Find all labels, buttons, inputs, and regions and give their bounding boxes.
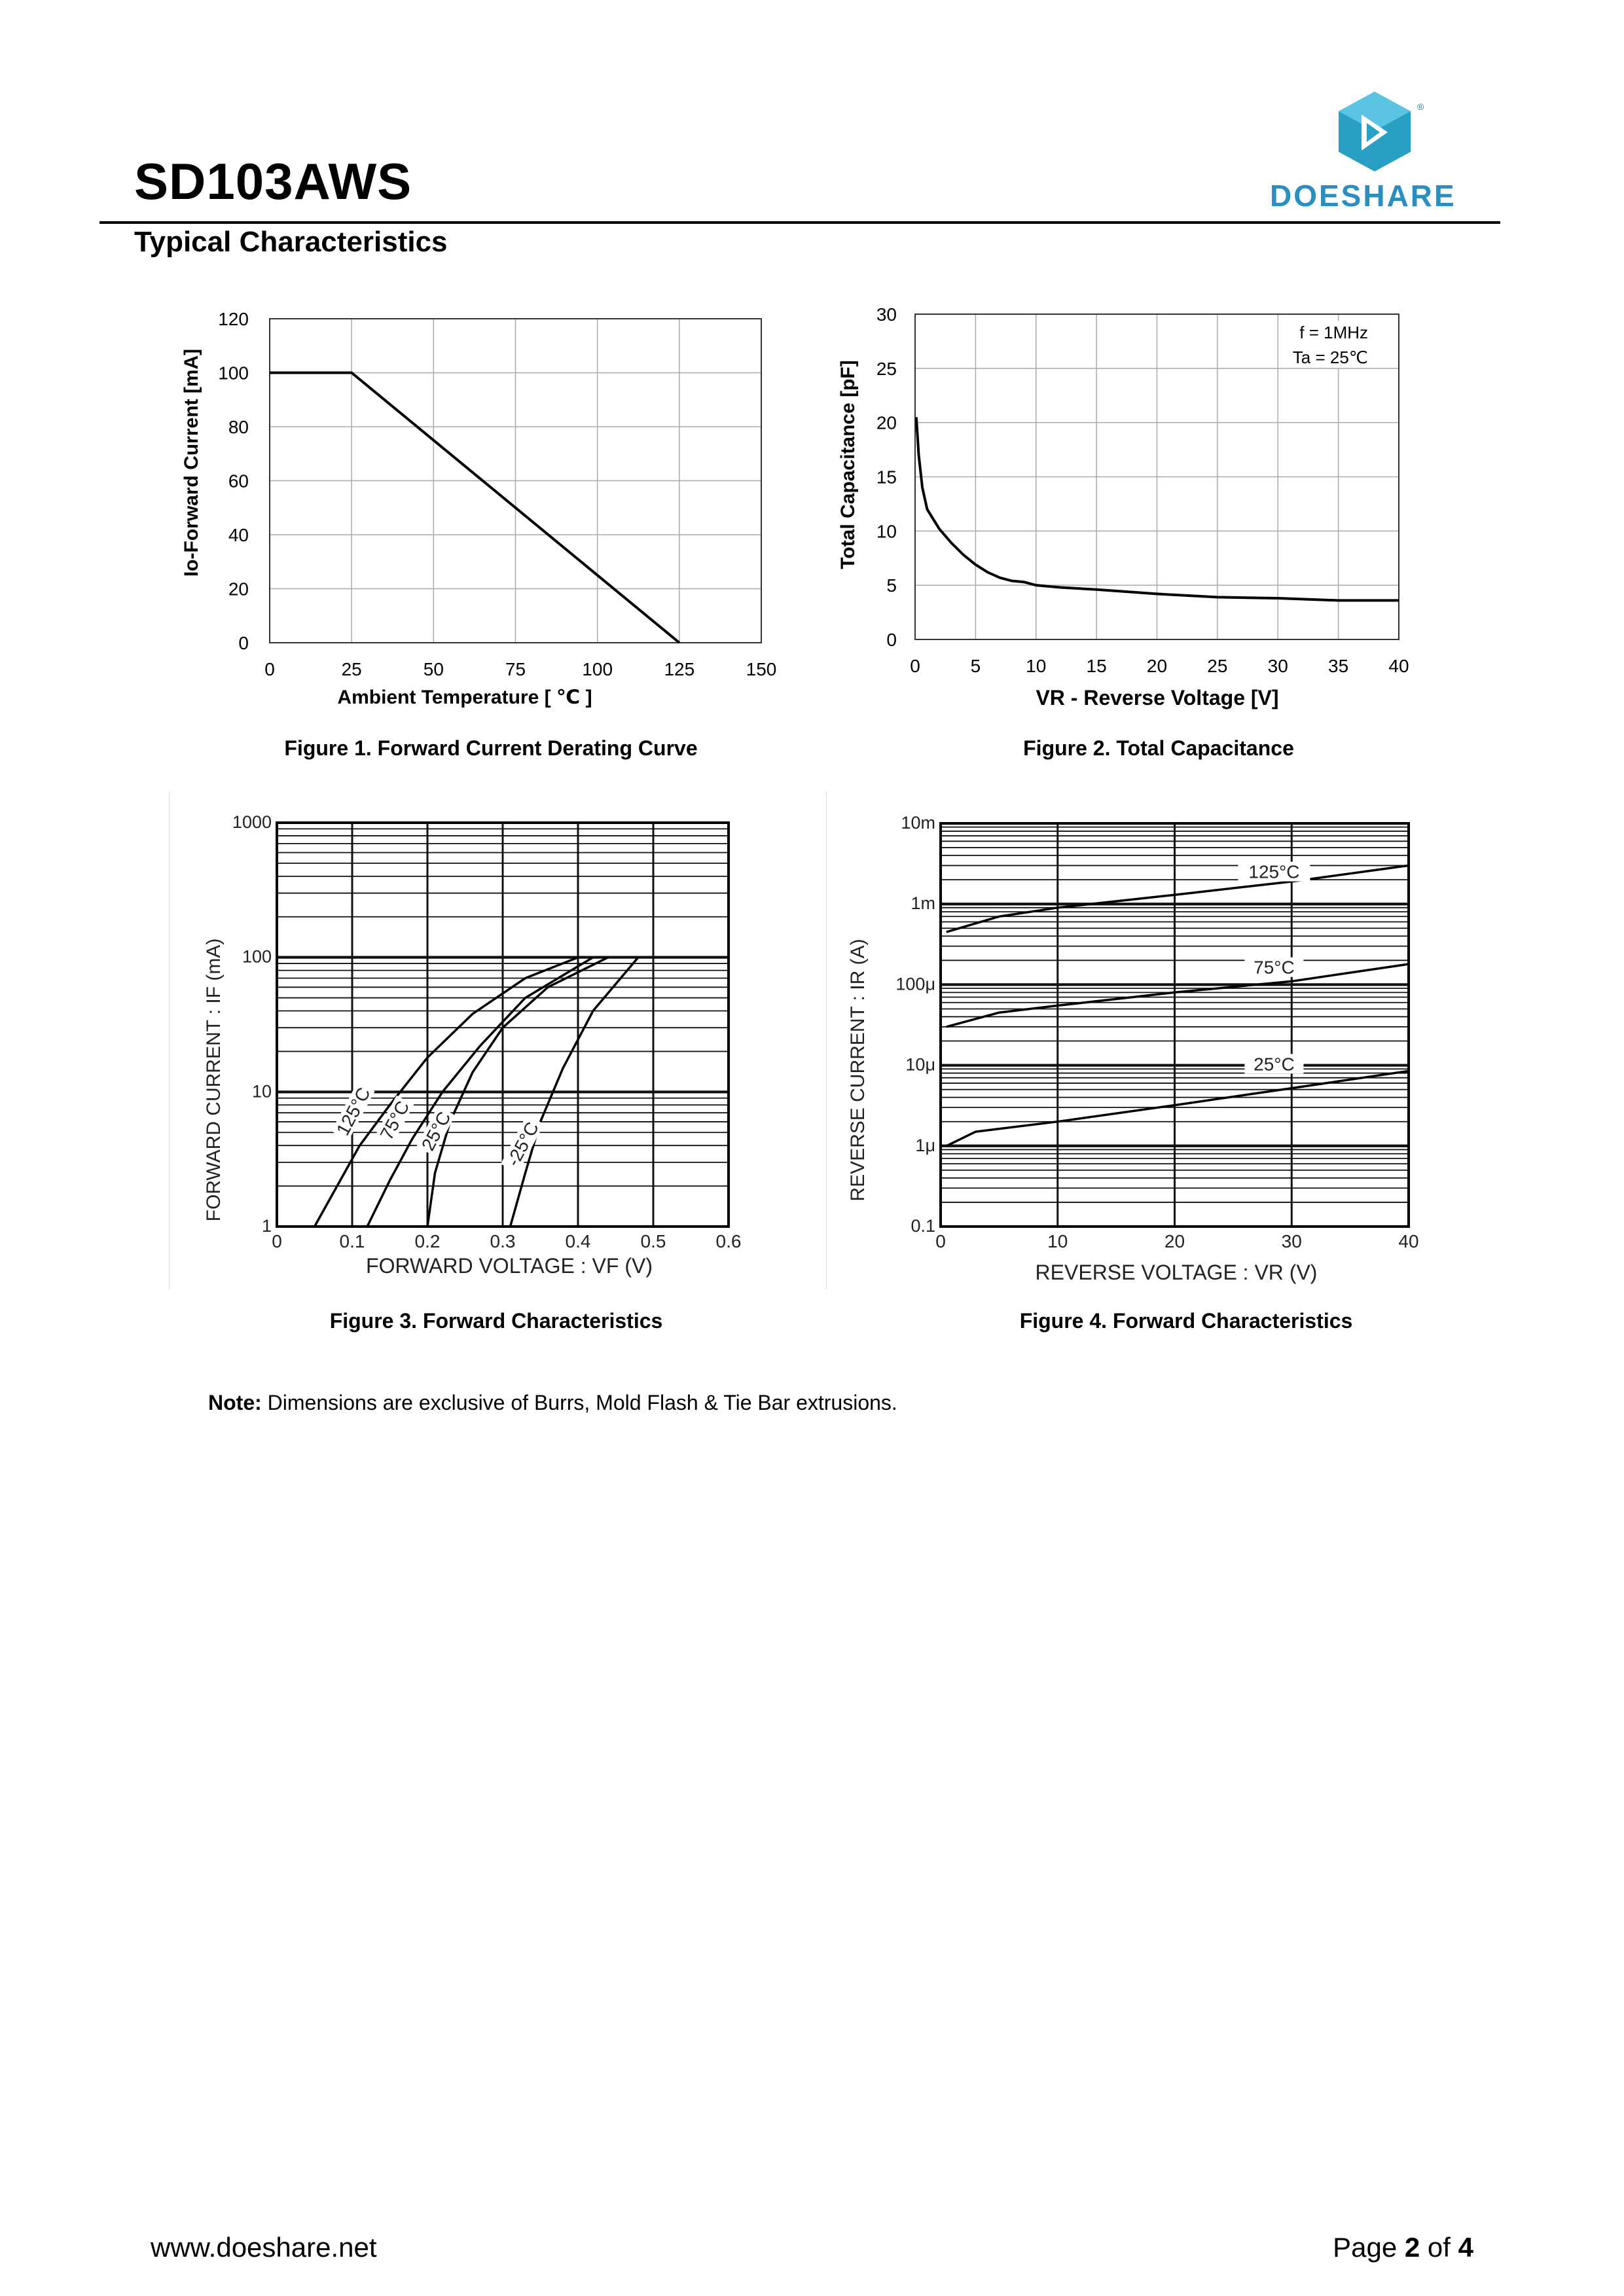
y-tick-label: 1 [261,1216,272,1236]
x-tick-label: 25 [341,659,362,679]
y-tick-label: 5 [886,575,897,596]
figure-3-chart [169,792,823,1302]
svg-text:®: ® [1417,101,1424,112]
section-title: Typical Characteristics [134,226,448,258]
x-axis-label: Ambient Temperature [ ℃ ] [337,687,592,708]
header-divider [99,221,1500,224]
y-tick-label: 1000 [232,812,272,832]
series-label [501,1115,545,1174]
x-tick-label: 125 [664,659,695,679]
footer-page-number: Page 2 of 4 [1333,2232,1473,2263]
y-tick-label: 20 [228,579,249,600]
x-tick-label: 15 [1086,656,1107,676]
series-curve [947,1071,1409,1146]
svg-text:75°C: 75°C [1254,957,1295,978]
y-tick-label: 10 [876,521,897,542]
y-tick-label: 100 [218,363,249,384]
y-tick-label: 100μ [895,974,935,994]
x-tick-label: 40 [1398,1231,1419,1251]
svg-text:125°C: 125°C [1248,861,1300,882]
x-tick-label: 50 [423,659,444,679]
series-label [1244,1054,1303,1074]
x-tick-label: 0 [910,656,920,676]
y-tick-label: 25 [876,358,897,379]
x-tick-label: 10 [1047,1231,1068,1251]
x-tick-label: 0 [264,659,275,679]
brand-logo [1263,85,1506,216]
figure-1-chart [164,301,818,720]
y-tick-label: 100 [242,946,272,967]
footer-website: www.doeshare.net [151,2232,377,2263]
annotation-frequency: f = 1MHz [1299,323,1368,342]
x-tick-label: 40 [1388,656,1409,676]
svg-text:125°C: 125°C [332,1084,374,1139]
figure-1-caption: Figure 1. Forward Current Derating Curve [284,736,698,760]
x-tick-label: 20 [1164,1231,1185,1251]
note-text: Dimensions are exclusive of Burrs, Mold Flash & Tie Bar extrusions. [261,1391,897,1414]
y-tick-label: 120 [218,309,249,329]
x-tick-label: 75 [505,659,526,679]
figure-4-chart [826,792,1481,1302]
x-tick-label: 30 [1267,656,1288,676]
y-axis-label: Total Capacitance [pF] [837,360,859,569]
x-tick-label: 0.5 [640,1231,666,1251]
x-tick-label: 100 [582,659,613,679]
x-tick-label: 10 [1026,656,1047,676]
page-title: SD103AWS [134,152,412,210]
y-tick-label: 10 [251,1081,272,1102]
x-tick-label: 150 [746,659,777,679]
y-tick-label: 0 [886,630,897,650]
y-tick-label: 30 [876,304,897,325]
x-tick-label: 35 [1328,656,1349,676]
svg-text:25°C: 25°C [1254,1054,1295,1075]
y-tick-label: 20 [876,412,897,433]
x-tick-label: 0.6 [715,1231,742,1251]
derating-curve [270,373,679,643]
x-tick-label: 0.1 [339,1231,365,1251]
y-tick-label: 10m [901,813,935,833]
x-tick-label: 0 [935,1231,946,1251]
y-tick-label: 60 [228,471,249,492]
y-tick-label: 1m [911,893,935,914]
svg-text:75°C: 75°C [376,1097,414,1143]
y-tick-label: 0 [238,633,249,653]
x-tick-label: 0.3 [490,1231,516,1251]
x-axis-label: FORWARD VOLTAGE : VF (V) [366,1254,653,1278]
note-label: Note: [208,1391,262,1414]
series-label [1244,958,1303,978]
series-label [375,1096,414,1145]
y-tick-label: 15 [876,467,897,488]
series-label [1238,862,1310,882]
capacitance-curve [916,417,1399,600]
series-curve [947,964,1409,1027]
figure-2-caption: Figure 2. Total Capacitance [1023,736,1294,760]
x-tick-label: 25 [1207,656,1228,676]
x-tick-label: 0.2 [414,1231,441,1251]
y-tick-label: 0.1 [911,1216,935,1236]
x-tick-label: 0.4 [565,1231,591,1251]
y-axis-label: REVERSE CURRENT : IR (A) [847,939,869,1202]
y-tick-label: 40 [228,525,249,545]
annotation-temperature: Ta = 25℃ [1292,348,1368,367]
x-tick-label: 0 [272,1231,282,1251]
y-tick-label: 10μ [905,1054,935,1075]
y-axis-label: Io-Forward Current [mA] [181,348,202,577]
x-tick-label: 5 [970,656,981,676]
figure-3-caption: Figure 3. Forward Characteristics [329,1309,663,1333]
y-tick-label: 1μ [915,1135,935,1155]
x-axis-label: REVERSE VOLTAGE : VR (V) [1035,1261,1318,1284]
y-tick-label: 80 [228,417,249,437]
y-axis-label: FORWARD CURRENT : IF (mA) [203,938,225,1222]
x-tick-label: 30 [1281,1231,1302,1251]
figure-2-chart [825,298,1479,717]
svg-text:-25°C: -25°C [502,1119,543,1170]
series-label [416,1106,456,1156]
note [208,1391,897,1415]
figure-4-caption: Figure 4. Forward Characteristics [1019,1309,1353,1333]
x-tick-label: 20 [1146,656,1168,676]
logo-text: DOESHARE [1270,179,1456,213]
svg-text:25°C: 25°C [417,1108,455,1155]
x-axis-label: VR - Reverse Voltage [V] [1036,686,1279,709]
